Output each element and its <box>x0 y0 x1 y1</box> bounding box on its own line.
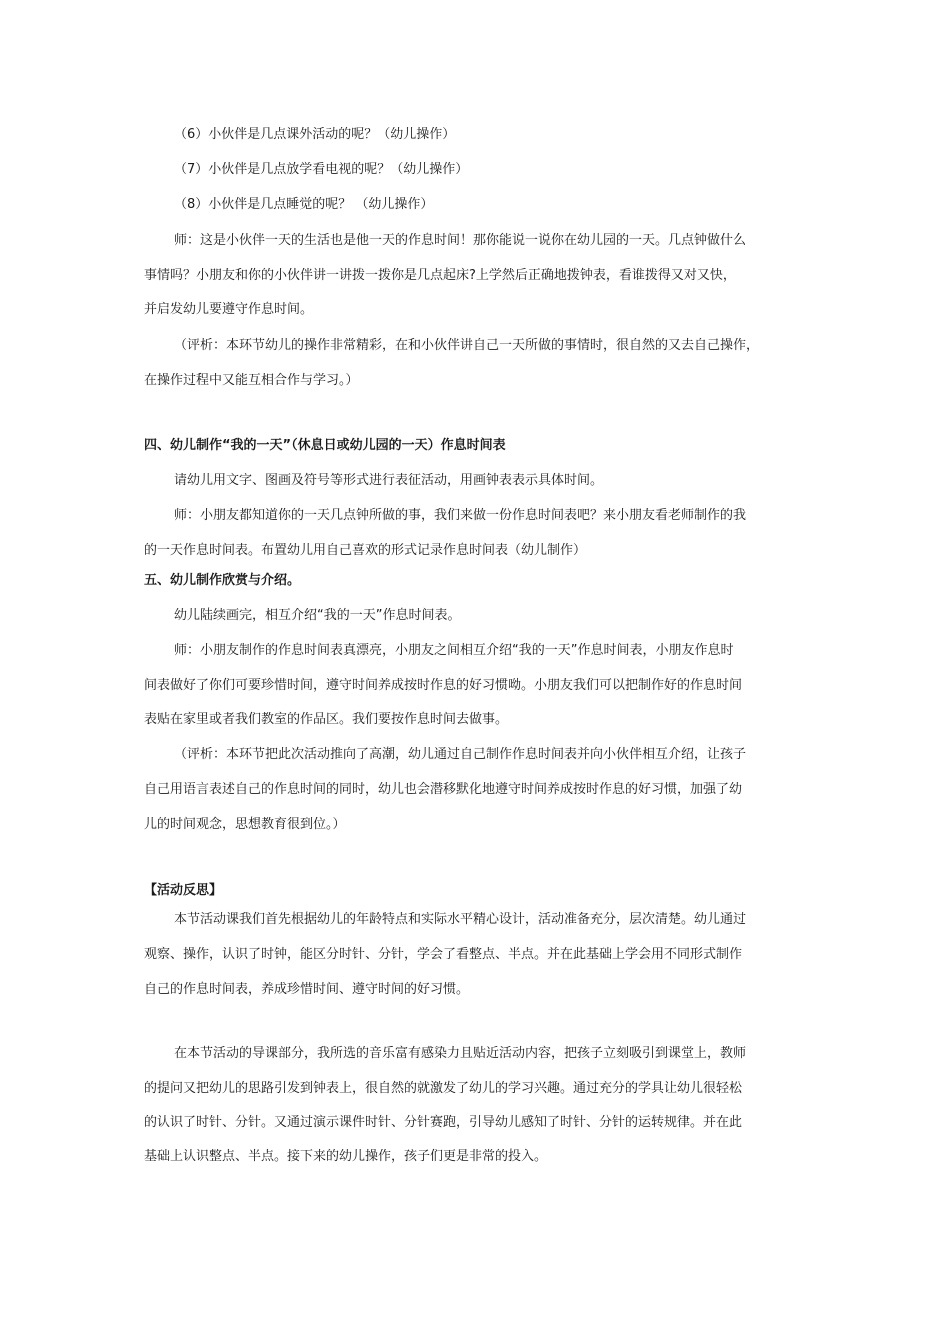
reflection-paragraph-line: 观察、操作，认识了时钟，能区分时针、分针，学会了看整点、半点。并在此基础上学会用不同形式制作 <box>144 947 743 962</box>
reflection-paragraph-line: 本节活动课我们首先根据幼儿的年龄特点和实际水平精心设计，活动准备充分，层次清楚。幼儿通过 <box>174 912 747 927</box>
teacher-paragraph-line: 师：小朋友都知道你的一天几点钟所做的事，我们来做一份作息时间表吧？来小朋友看老师制作的我 <box>174 508 747 523</box>
teacher-paragraph-line: 师：这是小伙伴一天的生活也是他一天的作息时间！那你能说一说你在幼儿园的一天。几点钟做什么 <box>174 233 747 248</box>
section-intro: 幼儿陆续画完，相互介绍“我的一天”作息时间表。 <box>174 608 461 623</box>
teacher-paragraph-line: 表贴在家里或者我们教室的作品区。我们要按作息时间去做事。 <box>144 712 509 727</box>
reflection-paragraph-line: 的提问又把幼儿的思路引发到钟表上，很自然的就激发了幼儿的学习兴趣。通过充分的学具让幼儿很轻松 <box>144 1081 743 1096</box>
section-intro: 请幼儿用文字、图画及符号等形式进行表征活动，用画钟表表示具体时间。 <box>174 473 604 488</box>
list-item-8: （8）小伙伴是几点睡觉的呢？ （幼儿操作） <box>174 197 434 212</box>
list-item-6: （6）小伙伴是几点课外活动的呢？（幼儿操作） <box>174 127 456 142</box>
comment-paragraph-line: 在操作过程中又能互相合作与学习。） <box>144 373 359 388</box>
teacher-paragraph-line: 事情吗？小朋友和你的小伙伴讲一讲拨一拨你是几点起床?上学然后正确地拨钟表，看谁拨得又对又快， <box>144 268 736 283</box>
teacher-paragraph-line: 师：小朋友制作的作息时间表真漂亮，小朋友之间相互介绍“我的一天”作息时间表，小朋友作息时 <box>174 643 734 658</box>
reflection-heading: 【活动反思】 <box>144 883 223 898</box>
reflection-paragraph-line: 的认识了时针、分针。又通过演示课件时针、分针赛跑，引导幼儿感知了时针、分针的运转规律。并在此 <box>144 1115 743 1130</box>
reflection-paragraph-line: 基础上认识整点、半点。接下来的幼儿操作，孩子们更是非常的投入。 <box>144 1149 548 1164</box>
comment-paragraph-line: 儿的时间观念，思想教育很到位。） <box>144 817 346 832</box>
comment-paragraph-line: （评析：本环节把此次活动推向了高潮，幼儿通过自己制作作息时间表并向小伙伴相互介绍，让孩子 <box>174 747 747 762</box>
reflection-paragraph-line: 在本节活动的导课部分，我所选的音乐富有感染力且贴近活动内容，把孩子立刻吸引到课堂上，教师 <box>174 1046 747 1061</box>
comment-paragraph-line: 自己用语言表述自己的作息时间的同时，幼儿也会潜移默化地遵守时间养成按时作息的好习惯，加强了幼 <box>144 782 743 797</box>
section-heading-4: 四、幼儿制作“我的一天”（休息日或幼儿园的一天）作息时间表 <box>144 438 506 453</box>
teacher-paragraph-line: 间表做好了你们可要珍惜时间，遵守时间养成按时作息的好习惯呦。小朋友我们可以把制作好的作息时间 <box>144 678 743 693</box>
teacher-paragraph-line: 的一天作息时间表。布置幼儿用自己喜欢的形式记录作息时间表（幼儿制作） <box>144 543 587 558</box>
teacher-paragraph-line: 并启发幼儿要遵守作息时间。 <box>144 302 314 317</box>
section-heading-5: 五、幼儿制作欣赏与介绍。 <box>144 573 301 588</box>
comment-paragraph-line: （评析：本环节幼儿的操作非常精彩，在和小伙伴讲自己一天所做的事情时，很自然的又去自己操作， <box>174 338 760 353</box>
reflection-paragraph-line: 自己的作息时间表，养成珍惜时间、遵守时间的好习惯。 <box>144 982 470 997</box>
list-item-7: （7）小伙伴是几点放学看电视的呢？（幼儿操作） <box>174 162 469 177</box>
